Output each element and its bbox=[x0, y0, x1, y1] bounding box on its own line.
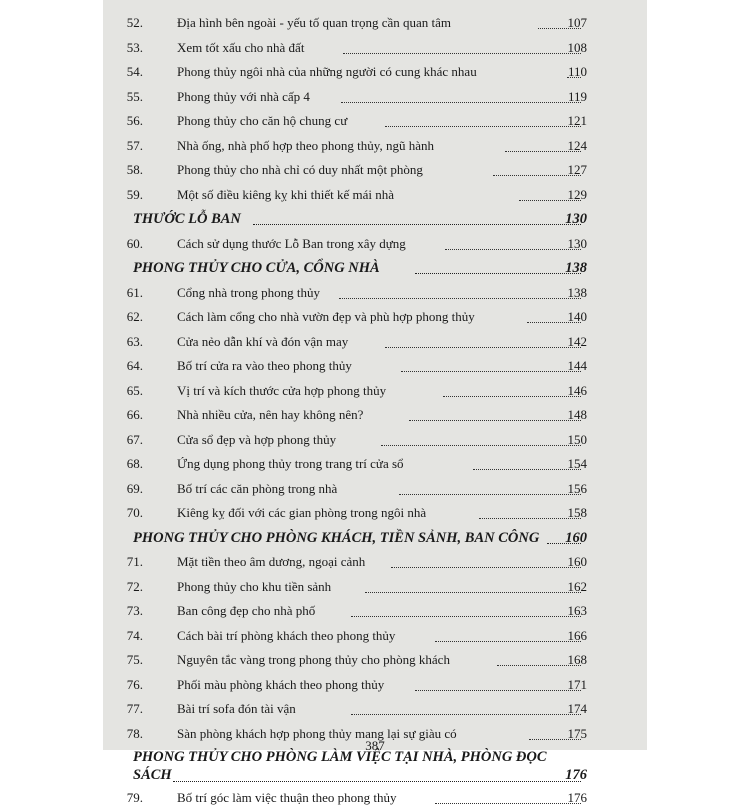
entry-number: 55. bbox=[126, 88, 143, 104]
entry-title: Nhà nhiều cửa, nên hay không nên? bbox=[177, 407, 364, 422]
dot-leader bbox=[435, 641, 581, 642]
dot-leader bbox=[435, 803, 581, 804]
entry-title: Bài trí sofa đón tài vận bbox=[177, 701, 296, 716]
toc-entry bbox=[103, 379, 647, 404]
toc-entry bbox=[103, 786, 647, 811]
toc-entry bbox=[103, 60, 647, 85]
entry-page: 110 bbox=[567, 64, 587, 79]
entry-number: 63. bbox=[126, 333, 143, 349]
toc-entry bbox=[103, 452, 647, 477]
toc-entry bbox=[103, 305, 647, 330]
entry-page: 162 bbox=[567, 578, 587, 594]
dot-leader bbox=[253, 224, 581, 225]
entry-title: Phối màu phòng khách theo phong thủy bbox=[177, 676, 385, 692]
entry-title: Sàn phòng khách hợp phong thủy mang lại sự giàu có bbox=[177, 725, 457, 741]
entry-page: 168 bbox=[567, 652, 587, 667]
entry-number: 52. bbox=[126, 15, 143, 30]
dot-leader bbox=[173, 781, 581, 782]
entry-page: 107 bbox=[567, 15, 587, 30]
entry-number: 59. bbox=[126, 186, 143, 202]
toc-entry bbox=[103, 697, 647, 722]
entry-title: Xem tốt xấu cho nhà đất bbox=[177, 39, 305, 55]
entry-page: 175 bbox=[567, 725, 587, 741]
entry-title: Vị trí và kích thước cửa hợp phong thủy bbox=[177, 382, 387, 398]
entry-title: Bố trí các căn phòng trong nhà bbox=[177, 480, 338, 496]
entry-number: 72. bbox=[126, 578, 143, 594]
dot-leader bbox=[385, 126, 581, 127]
toc-entry bbox=[103, 550, 647, 575]
entry-number: 70. bbox=[126, 505, 143, 520]
entry-title: Phong thủy ngôi nhà của những người có cung khác nhau bbox=[177, 64, 477, 79]
entry-number: 79. bbox=[126, 790, 143, 805]
dot-leader bbox=[351, 616, 581, 617]
toc-entry bbox=[103, 403, 647, 428]
dot-leader bbox=[339, 298, 581, 299]
toc-entry bbox=[103, 428, 647, 453]
entry-title: Mặt tiền theo âm dương, ngoại cảnh bbox=[177, 554, 366, 569]
entry-title: Cách bài trí phòng khách theo phong thủy bbox=[177, 627, 396, 643]
toc-entry bbox=[103, 354, 647, 379]
entry-number: 74. bbox=[126, 627, 143, 643]
dot-leader bbox=[381, 445, 581, 446]
dot-leader bbox=[409, 420, 581, 421]
dot-leader bbox=[351, 714, 581, 715]
entry-number: 57. bbox=[126, 137, 143, 153]
entry-number: 69. bbox=[126, 480, 143, 496]
entry-page: 176 bbox=[567, 790, 587, 805]
toc-entry bbox=[103, 477, 647, 502]
table-of-contents bbox=[103, 11, 647, 811]
entry-page: 174 bbox=[567, 701, 587, 716]
section-page: 176 bbox=[565, 767, 587, 783]
entry-page: 127 bbox=[567, 162, 587, 177]
entry-page: 119 bbox=[567, 88, 587, 104]
entry-title: Phong thủy cho nhà chỉ có duy nhất một phòng bbox=[177, 162, 423, 177]
entry-page: 129 bbox=[567, 186, 587, 202]
entry-number: 56. bbox=[126, 113, 143, 128]
entry-number: 71. bbox=[126, 554, 143, 569]
entry-number: 76. bbox=[126, 676, 143, 692]
entry-title: Phong thủy với nhà cấp 4 bbox=[177, 88, 310, 104]
entry-page: 144 bbox=[567, 358, 587, 373]
entry-page: 171 bbox=[567, 676, 587, 692]
entry-page: 121 bbox=[567, 113, 587, 128]
dot-leader bbox=[415, 273, 581, 274]
section-page: 160 bbox=[565, 529, 587, 546]
entry-title: Nhà ống, nhà phố hợp theo phong thủy, ngũ hành bbox=[177, 137, 434, 153]
entry-number: 60. bbox=[126, 235, 143, 251]
entry-title: Cửa sổ đẹp và hợp phong thủy bbox=[177, 431, 337, 447]
section-heading bbox=[103, 526, 647, 551]
entry-title: Một số điều kiêng kỵ khi thiết kế mái nhà bbox=[177, 186, 394, 202]
toc-entry bbox=[103, 183, 647, 208]
section-title: THƯỚC LỖ BAN bbox=[133, 211, 241, 227]
entry-page: 158 bbox=[567, 505, 587, 520]
entry-number: 75. bbox=[126, 652, 143, 667]
entry-page: 138 bbox=[567, 284, 587, 300]
entry-page: 130 bbox=[567, 235, 587, 251]
entry-number: 77. bbox=[126, 701, 143, 716]
entry-page: 150 bbox=[567, 431, 587, 447]
entry-title: Bố trí cửa ra vào theo phong thủy bbox=[177, 358, 352, 373]
dot-leader bbox=[385, 347, 581, 348]
entry-title: Cách làm cổng cho nhà vườn đẹp và phù hợp phong thủy bbox=[177, 309, 475, 324]
section-heading bbox=[103, 256, 647, 281]
dot-leader bbox=[341, 102, 581, 103]
entry-page: 166 bbox=[567, 627, 587, 643]
entry-number: 66. bbox=[126, 407, 143, 422]
dot-leader bbox=[365, 592, 581, 593]
entry-page: 160 bbox=[567, 554, 587, 569]
dot-leader bbox=[415, 690, 581, 691]
dot-leader bbox=[479, 518, 581, 519]
toc-entry bbox=[103, 624, 647, 649]
entry-title: Cách sử dụng thước Lỗ Ban trong xây dựng bbox=[177, 235, 406, 251]
entry-title: Kiêng kỵ đối với các gian phòng trong ngôi nhà bbox=[177, 505, 427, 520]
entry-number: 62. bbox=[126, 309, 143, 324]
entry-title: Cửa nẻo dẫn khí và đón vận may bbox=[177, 333, 349, 349]
dot-leader bbox=[473, 469, 581, 470]
entry-page: 124 bbox=[567, 137, 587, 153]
page-number-footer: 387 bbox=[365, 738, 385, 753]
toc-entry bbox=[103, 36, 647, 61]
entry-page: 142 bbox=[567, 333, 587, 349]
dot-leader bbox=[343, 53, 581, 54]
entry-number: 78. bbox=[126, 725, 143, 741]
section-title: PHONG THỦY CHO CỬA, CỔNG NHÀ bbox=[133, 260, 380, 276]
dot-leader bbox=[391, 567, 581, 568]
entry-title: Địa hình bên ngoài - yếu tố quan trọng cần quan tâm bbox=[177, 15, 452, 30]
entry-title: Ứng dụng phong thủy trong trang trí cửa sổ bbox=[177, 456, 404, 471]
entry-page: 108 bbox=[567, 39, 587, 55]
dot-leader bbox=[399, 494, 581, 495]
toc-entry bbox=[103, 673, 647, 698]
toc-entry bbox=[103, 11, 647, 36]
toc-entry bbox=[103, 648, 647, 673]
section-title-continued: SÁCH bbox=[133, 767, 172, 783]
book-page bbox=[103, 0, 647, 805]
entry-title: Nguyên tắc vàng trong phong thủy cho phòng khách bbox=[177, 652, 450, 667]
entry-title: Bố trí góc làm việc thuận theo phong thủy bbox=[177, 790, 397, 805]
entry-page: 154 bbox=[567, 456, 587, 471]
section-heading bbox=[103, 207, 647, 232]
entry-title: Phong thủy cho khu tiền sảnh bbox=[177, 578, 332, 594]
section-title: PHONG THỦY CHO PHÒNG LÀM VIỆC TẠI NHÀ, PHÒNG ĐỌC bbox=[133, 749, 547, 765]
entry-page: 156 bbox=[567, 480, 587, 496]
toc-entry bbox=[103, 330, 647, 355]
toc-entry bbox=[103, 501, 647, 526]
entry-number: 54. bbox=[126, 64, 143, 79]
dot-leader bbox=[401, 371, 581, 372]
entry-number: 58. bbox=[126, 162, 143, 177]
toc-entry bbox=[103, 281, 647, 306]
entry-title: Ban công đẹp cho nhà phố bbox=[177, 603, 316, 618]
entry-number: 65. bbox=[126, 382, 143, 398]
toc-entry bbox=[103, 85, 647, 110]
entry-number: 67. bbox=[126, 431, 143, 447]
toc-entry bbox=[103, 109, 647, 134]
section-page: 130 bbox=[565, 211, 587, 227]
entry-title: Phong thủy cho căn hộ chung cư bbox=[177, 113, 348, 128]
toc-entry bbox=[103, 599, 647, 624]
dot-leader bbox=[445, 249, 581, 250]
dot-leader bbox=[443, 396, 581, 397]
entry-number: 53. bbox=[126, 39, 143, 55]
entry-page: 148 bbox=[567, 407, 587, 422]
toc-entry bbox=[103, 232, 647, 257]
entry-number: 68. bbox=[126, 456, 143, 471]
toc-entry bbox=[103, 134, 647, 159]
section-page: 138 bbox=[565, 260, 587, 276]
entry-number: 64. bbox=[126, 358, 143, 373]
toc-entry bbox=[103, 158, 647, 183]
entry-page: 140 bbox=[567, 309, 587, 324]
entry-page: 146 bbox=[567, 382, 587, 398]
entry-number: 73. bbox=[126, 603, 143, 618]
entry-page: 163 bbox=[567, 603, 587, 618]
entry-title: Cổng nhà trong phong thủy bbox=[177, 284, 320, 300]
toc-entry bbox=[103, 575, 647, 600]
entry-number: 61. bbox=[126, 284, 143, 300]
section-title: PHONG THỦY CHO PHÒNG KHÁCH, TIỀN SẢNH, BAN CÔNG bbox=[133, 529, 540, 546]
